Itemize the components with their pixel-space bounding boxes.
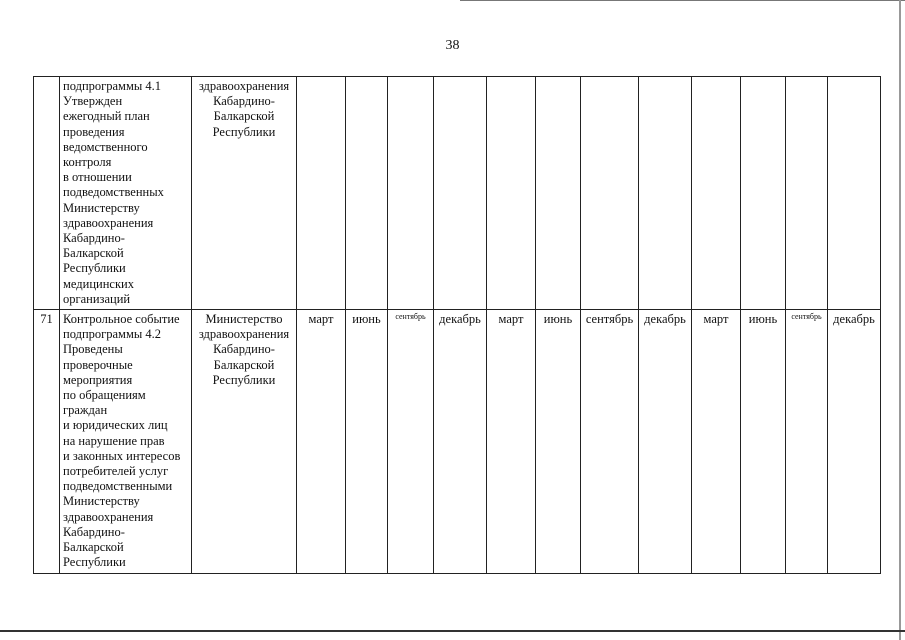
month-cell: сентябрь [581,310,639,573]
table-row [34,77,881,310]
month-cell: декабрь [639,310,692,573]
month-cell [581,77,639,310]
month-cell: декабрь [828,310,881,573]
event-description: Контрольное событие подпрограммы 4.2 Проведены проверочные мероприятия по обращениям граждан и юридических лиц на нарушение прав и законных интересов потребителей услуг подведомственными Министерству здравоохранения Кабардино- Балкарской Республики [60,310,192,573]
scan-top-rule [460,0,905,1]
month-cell: декабрь [434,310,487,573]
scan-right-edge [899,0,901,640]
month-cell: сентябрь [786,310,828,573]
month-cell [639,77,692,310]
page-number: 38 [445,38,460,53]
month-cell: июнь [346,310,388,573]
month-cell [536,77,581,310]
month-cell: сентябрь [388,310,434,573]
event-description: подпрограммы 4.1 Утвержден ежегодный план проведения ведомственного контроля в отношении подведомственных Министерству здравоохранения Кабардино- Балкарской Республики медицинских организаций [60,77,192,310]
month-cell: июнь [536,310,581,573]
scan-bottom-rule [0,630,905,632]
month-cell [434,77,487,310]
schedule-table [33,76,881,574]
month-cell: март [692,310,741,573]
month-cell [692,77,741,310]
month-cell [786,77,828,310]
month-cell: март [487,310,536,573]
month-cell [297,77,346,310]
month-cell [346,77,388,310]
month-cell [388,77,434,310]
row-number [34,77,60,310]
row-number: 71 [34,310,60,573]
month-cell [487,77,536,310]
responsible-party: Министерство здравоохранения Кабардино- Балкарской Республики [192,310,297,573]
month-cell [828,77,881,310]
month-cell: март [297,310,346,573]
month-cell [741,77,786,310]
responsible-party: здравоохранения Кабардино- Балкарской Республики [192,77,297,310]
month-cell: июнь [741,310,786,573]
table-row [34,310,881,573]
